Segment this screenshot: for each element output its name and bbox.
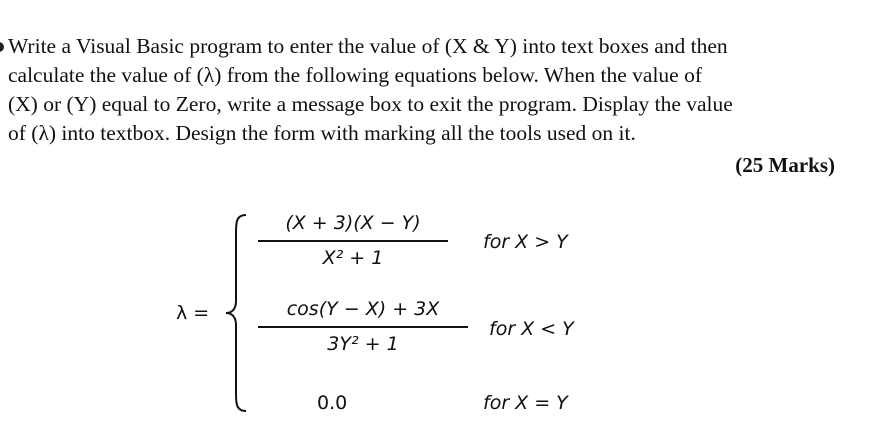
- lambda-lhs: λ =: [176, 302, 210, 324]
- case-2-numerator: cos(Y − X) + 3X: [286, 298, 440, 320]
- case-1-condition: for X > Y: [483, 231, 568, 253]
- marks-label: (25 Marks): [735, 153, 835, 177]
- case-1-numerator: (X + 3)(X − Y): [285, 212, 421, 234]
- question-text: [8, 32, 870, 148]
- question-line-2: calculate the value of (λ) from the following equations below. When the value of: [8, 63, 703, 87]
- left-curly-brace: [222, 213, 252, 413]
- case-2-denominator: 3Y² + 1: [327, 332, 399, 355]
- question-line-3: (X) or (Y) equal to Zero, write a message box to exit the program. Display the value: [8, 92, 733, 116]
- case-2-fraction: [258, 298, 468, 355]
- case-1-denominator: X² + 1: [322, 246, 384, 269]
- question-line-1: Write a Visual Basic program to enter the value of (X & Y) into text boxes and then: [8, 34, 728, 58]
- fraction-bar: [258, 326, 468, 328]
- fraction-bar: [258, 240, 448, 242]
- bullet-marker: [0, 42, 4, 52]
- case-3-condition: for X = Y: [483, 392, 568, 414]
- question-line-4: of (λ) into textbox. Design the form with marking all the tools used on it.: [8, 121, 636, 145]
- case-3-value: 0.0: [317, 392, 348, 414]
- case-1-fraction: [258, 212, 448, 269]
- case-2-condition: for X < Y: [489, 318, 574, 340]
